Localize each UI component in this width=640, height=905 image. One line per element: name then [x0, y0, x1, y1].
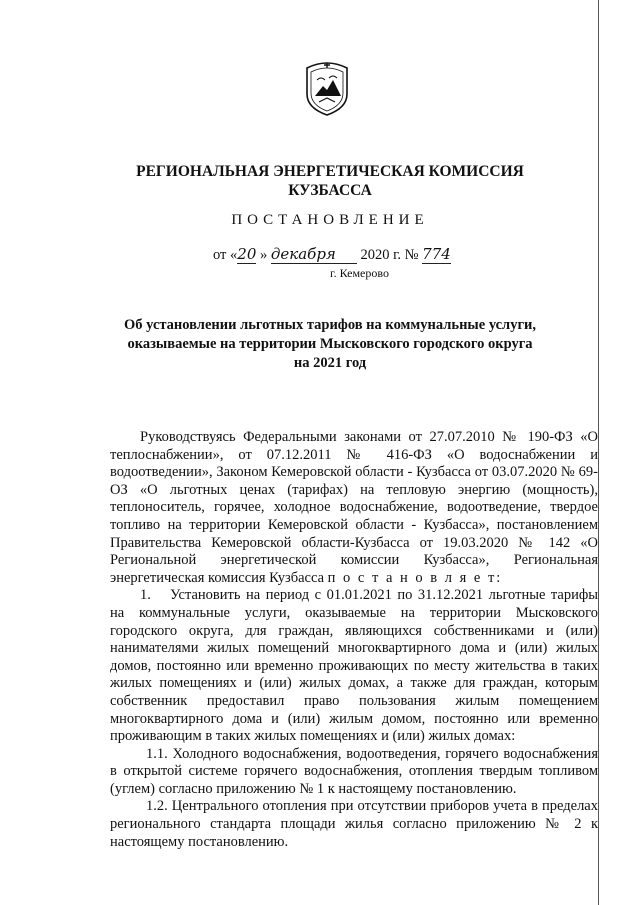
organization-name-line1: РЕГИОНАЛЬНАЯ ЭНЕРГЕТИЧЕСКАЯ КОМИССИЯ: [136, 163, 524, 180]
date-prefix: от «: [213, 247, 238, 263]
clause-1-1-paragraph: 1.1. Холодного водоснабжения, водоотведения, горячего водоснабжения в открытой системе горячего водоснабжения, отопления твердым топливом (углем) согласно приложению № 1 к настоящему постановлению.: [110, 745, 598, 797]
title-line2: оказываемые на территории Мысковского городского округа: [127, 336, 533, 352]
clause-1-2-paragraph: 1.2. Центрального отопления при отсутствии приборов учета в пределах регионального стандарта площади жилья согласно приложению № 2 к настоящему постановлению.: [110, 798, 598, 850]
clause-1-paragraph: [110, 587, 598, 745]
title-line1: Об установлении льготных тарифов на коммунальные услуги,: [123, 317, 537, 333]
scan-margin-line: [598, 0, 599, 905]
organization-name-line2: КУЗБАССА: [288, 182, 372, 199]
document-title: [110, 316, 550, 373]
document-number-handwritten: 774: [422, 245, 451, 263]
document-type: ПОСТАНОВЛЕНИЕ: [231, 212, 429, 228]
resolves-word: п о с т а н о в л я е т:: [327, 569, 503, 586]
preamble-text: Руководствуясь Федеральными законами от 27.07.2010 № 190-ФЗ «О теплоснабжении», от 07.12.2011 № 416-ФЗ «О водоснабжении и водоотведении», Законом Кемеровской области - Кузбасса от 03.07.2020 № 69-ОЗ «О льготных ценах (тарифах) на тепловую энергию (мощность), теплоноситель, горячее, холодное водоснабжение, водоотведение, твердое топливо на территории Кемеровской области - Кузбасса», постановлением Правительства Кемеровской области-Кузбасса от 19.03.2020 № 142 «О Региональной энергетической комиссии Кузбасса», Региональная энергетическая комиссия Кузбасса: [110, 429, 598, 586]
preamble-paragraph: [110, 429, 598, 587]
title-line3: на 2021 год: [293, 355, 367, 371]
coat-of-arms-emblem: [303, 60, 351, 116]
clause-1-number: 1.: [140, 587, 151, 604]
date-year: 2020 г. №: [356, 247, 423, 263]
date-day-handwritten: 20: [237, 245, 257, 263]
clause-1-text: Установить на период с 01.01.2021 по 31.12.2021 льготные тарифы на коммунальные услуги, оказываемые на территории Мысковского городского округа, для граждан, являющихся собственниками и (или) нанимателями жилых помещений многоквартирного дома и (или) жилых домов, постоянно или временно проживающих по месту жительства в таких жилых помещениях и (или) жилых домах, а также для граждан, которым собственник предоставил право пользования жилым помещением многоквартирного дома и (или) жилым домом, постоянно или временно проживающим в таких жилых помещениях и (или) жилых домах:: [110, 587, 598, 745]
document-city: г. Кемерово: [330, 266, 389, 280]
document-dateline: [213, 245, 451, 264]
date-mid: »: [256, 247, 271, 263]
date-month-handwritten: декабря: [271, 245, 357, 264]
document-body: [110, 429, 598, 851]
